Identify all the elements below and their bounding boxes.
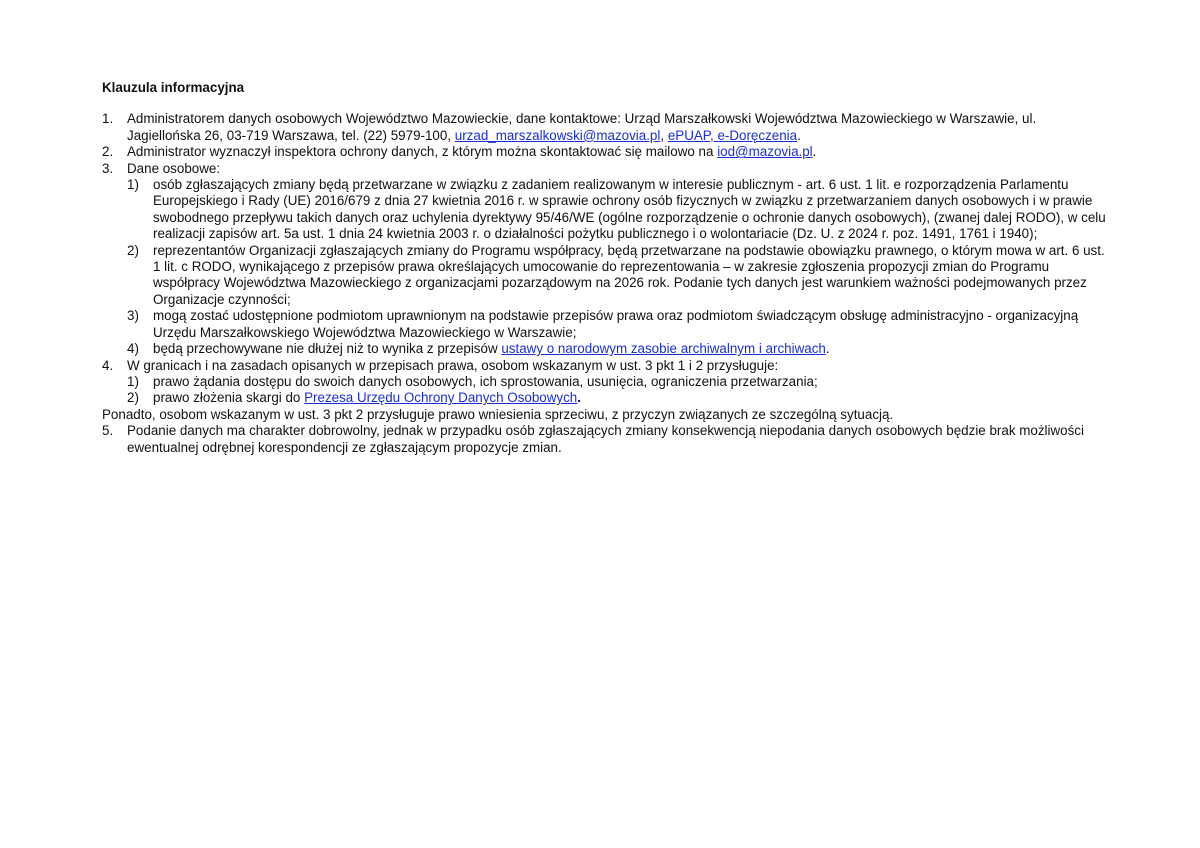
list-number: 3. [102,160,114,176]
email-link-iod[interactable]: iod@mazovia.pl [717,144,813,160]
separator: , [660,127,668,143]
sub-item-3-2 [102,243,1112,309]
item-text: Administratorem danych osobowych Województwo Mazowieckie, dane kontaktowe: Urząd Marszałkowski Województwa Mazowieckiego w Warszawie, ul. Jagiellońska 26, 03-719 Warszawa, tel. (22) 5979-100, [127,111,1037,143]
sub-number: 2) [127,242,139,258]
sub-number: 1) [127,373,139,389]
objection-note: Ponadto, osobom wskazanym w ust. 3 pkt 2 przysługuje prawo wniesienia sprzeciwu, z przyczyn związanych ze szczególną sytuacją. [102,406,894,422]
document-heading: Klauzula informacyjna [102,80,245,95]
list-item-2 [102,144,1112,160]
item-end: . [797,127,801,143]
item-text: Dane osobowe: [127,160,221,176]
list-item-5 [102,423,1112,456]
archive-law-link[interactable]: ustawy o narodowym zasobie archiwalnym i archiwach [501,341,826,357]
item-end: . [825,341,830,357]
sub-text: osób zgłaszających zmiany będą przetwarzane w związku z zadaniem realizowanym w interesie publicznym - art. 6 ust. 1 lit. e rozporządzenia Parlamentu Europejskiego i Rady (UE) 2016/679 z dnia 27 kwietnia 2016 r. w sprawie ochrony osób fizycznych w związku z przetwarzaniem danych osobowych i w prawie swobodnego przepływu takich danych oraz uchylenia dyrektywy 95/46/WE (ogólne rozporządzenie o ochronie danych osobowych), (zwanej dalej RODO), w celu realizacji zapisów art. 5a ust. 1 dnia 24 kwietnia 2003 r. o działalności pożytku publicznego i o wolontariacie (Dz. U. z 2024 r. poz. 1491, 1761 i 1940); [153,177,1106,242]
sub-text: prawo złożenia skargi do [153,390,305,406]
list-number: 1. [102,111,114,127]
item-text: Podanie danych ma charakter dobrowolny, jednak w przypadku osób zgłaszających zmiany konsekwencją niepodania danych osobowych będzie brak możliwości ewentualnej odrębnej korespondencji ze zgłaszającym propozycje zmian. [127,423,1084,455]
sub-number: 1) [127,177,139,193]
list-number: 2. [102,144,114,160]
item-text: W granicach i na zasadach opisanych w przepisach prawa, osobom wskazanym w ust. 3 pkt 1 i 2 przysługuje: [127,357,779,373]
sub-item-3-1 [102,177,1112,243]
epuap-link[interactable]: ePUAP, e-Doręczenia [667,127,798,143]
sub-number: 4) [127,341,139,357]
item-text: Administrator wyznaczył inspektora ochrony danych, z którym można skontaktować się mailowo na [127,144,718,160]
document-page [102,80,1112,456]
sub-item-3-3 [102,308,1112,341]
sub-item-4-2 [102,390,1112,406]
sub-number: 3) [127,308,139,324]
sub-text: prawo żądania dostępu do swoich danych osobowych, ich sprostowania, usunięcia, ograniczenia przetwarzania; [153,373,818,389]
list-number: 5. [102,423,114,439]
list-item-4 [102,358,1112,374]
sub-text: będą przechowywane nie dłużej niż to wynika z przepisów [153,341,502,357]
sub-text: reprezentantów Organizacji zgłaszających zmiany do Programu współpracy, będą przetwarzane na podstawie obowiązku prawnego, o którym mowa w art. 6 ust. 1 lit. c RODO, wynikającego z przepisów prawa określających umocowanie do reprezentowania – w zakresie zgłoszenia propozycji zmian do Programu współpracy Województwa Mazowieckiego z organizacjami pozarządowym na 2026 rok. Podanie tych danych jest warunkiem ważności podejmowanych przez Organizacje czynności; [153,242,1105,307]
sub-text: mogą zostać udostępnione podmiotom uprawnionym na podstawie przepisów prawa oraz podmiotom świadczącym obsługę administracyjno - organizacyjną Urzędu Marszałkowskiego Województwa Mazowieckiego w Warszawie; [153,308,1079,340]
list-item-3 [102,161,1112,177]
uodo-link[interactable]: Prezesa Urzędu Ochrony Danych Osobowych [304,390,578,406]
item-end: . [812,144,817,160]
sub-item-3-4 [102,341,1112,357]
email-link-urzad[interactable]: urzad_marszalkowski@mazovia.pl [454,127,661,143]
list-item-1 [102,111,1112,144]
sub-number: 2) [127,390,139,406]
item-end: . [577,390,581,406]
list-number: 4. [102,357,114,373]
sub-item-4-1 [102,374,1112,390]
